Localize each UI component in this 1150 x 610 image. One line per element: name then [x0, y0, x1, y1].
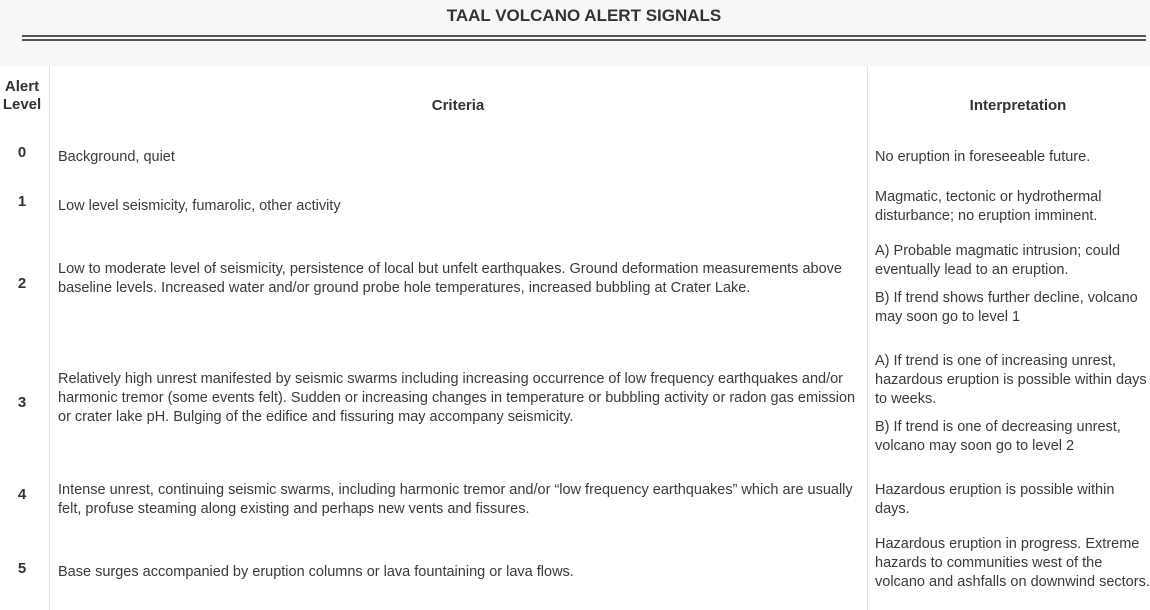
page-header	[0, 0, 1150, 66]
interpretation-cell	[875, 535, 1150, 592]
interpretation-text: Magmatic, tectonic or hydrothermal disturbance; no eruption imminent.	[875, 189, 1102, 224]
interpretation-text: Hazardous eruption is possible within days.	[875, 482, 1115, 517]
criteria-cell: Base surges accompanied by eruption columns or lava fountaining or lava flows.	[58, 564, 574, 580]
alert-level-cell: 3	[17, 394, 27, 411]
column-divider	[49, 66, 50, 610]
header-interpretation: Interpretation	[969, 97, 1067, 114]
criteria-cell: Background, quiet	[58, 149, 175, 165]
column-divider	[867, 66, 868, 610]
interpretation-cell	[875, 242, 1150, 327]
header-criteria: Criteria	[431, 97, 485, 114]
interpretation-text: B) If trend shows further decline, volcano may soon go to level 1	[875, 290, 1138, 325]
interpretation-cell	[875, 188, 1150, 226]
criteria-cell: Low to moderate level of seismicity, persistence of local but unfelt earthquakes. Ground deformation measurements above baseline levels. Increased water and/or ground probe hole temperatures, increased bubbling at Crater Lake.	[58, 261, 842, 296]
alert-level-cell: 0	[17, 144, 27, 161]
interpretation-text: A) If trend is one of increasing unrest, hazardous eruption is possible within days to weeks.	[875, 353, 1147, 407]
criteria-cell: Intense unrest, continuing seismic swarms, including harmonic tremor and/or “low frequency earthquakes” which are usually felt, profuse steaming along existing and perhaps new vents and fissures.	[58, 482, 853, 517]
alert-level-cell: 1	[17, 193, 27, 210]
interpretation-text: Hazardous eruption in progress. Extreme hazards to communities west of the volcano and ashfalls on downwind sectors.	[875, 536, 1150, 590]
interpretation-text: No eruption in foreseeable future.	[875, 149, 1091, 165]
alert-level-cell: 4	[17, 486, 27, 503]
criteria-cell: Relatively high unrest manifested by seismic swarms including increasing occurrence of low frequency earthquakes and/or harmonic tremor (some events felt). Sudden or increasing changes in temperature or bubbling activity or radon gas emission or crater lake pH. Bulging of the edifice and fissuring may accompany seismicity.	[58, 371, 856, 425]
alert-level-cell: 2	[17, 275, 27, 292]
interpretation-cell	[875, 352, 1150, 456]
interpretation-cell	[875, 481, 1150, 519]
page-title: TAAL VOLCANO ALERT SIGNALS	[446, 6, 722, 25]
interpretation-cell	[875, 148, 1150, 167]
title-rule	[22, 35, 1146, 41]
criteria-cell: Low level seismicity, fumarolic, other activity	[58, 198, 341, 214]
alert-level-cell: 5	[17, 560, 27, 577]
interpretation-text: B) If trend is one of decreasing unrest, volcano may soon go to level 2	[875, 419, 1121, 454]
header-alert-level: Alert Level	[2, 78, 42, 113]
interpretation-text: A) Probable magmatic intrusion; could eventually lead to an eruption.	[875, 243, 1121, 278]
